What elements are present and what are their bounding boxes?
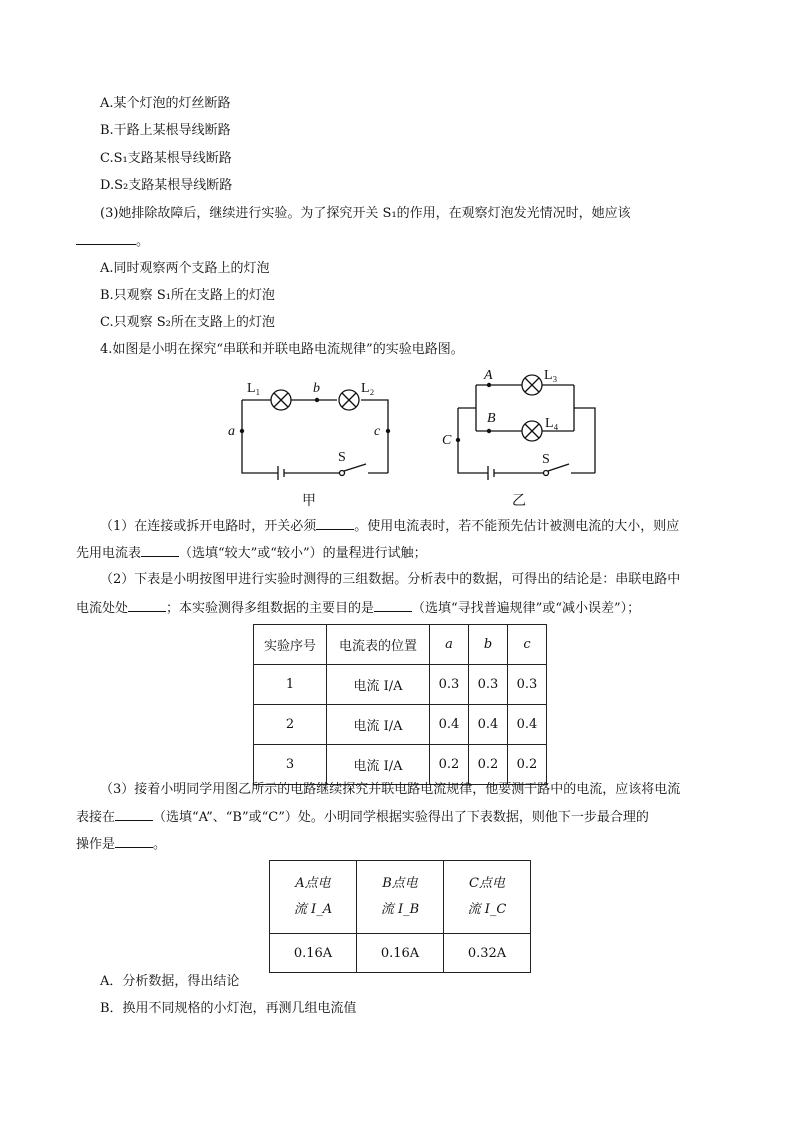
table-header: 实验序号 — [254, 625, 327, 665]
sub3-stem: (3)她排除故障后，继续进行实验。为了探究开关 S₁的作用，在观察灯泡发光情况时，她应该 — [100, 206, 631, 221]
sub3-option-a: A.同时观察两个支路上的灯泡 — [100, 261, 270, 276]
table-header-row — [270, 861, 531, 934]
table-header: C点电 流 I_C — [444, 861, 531, 934]
option-b-prev: B.干路上某根导线断路 — [100, 123, 231, 138]
q4-p2-line2: 电流处处 ；本实验测得多组数据的主要目的是 （选填“寻找普遍规律”或“减小误差”）； — [76, 601, 641, 616]
table-cell: 0.3 — [508, 665, 547, 705]
sub3-option-c: C.只观察 S₂所在支路上的灯泡 — [100, 315, 275, 330]
table-header: a — [430, 625, 469, 665]
blank-next-step[interactable] — [115, 835, 153, 848]
table-row — [254, 745, 547, 785]
table-cell: 0.16A — [270, 934, 357, 973]
caption-jia: 甲 — [302, 494, 316, 509]
table-cell: 0.3 — [430, 665, 469, 705]
q4-stem: 4.如图是小明在探究“串联和并联电路电流规律”的实验电路图。 — [100, 342, 464, 357]
table-row — [254, 665, 547, 705]
table-header: B点电 流 I_B — [357, 861, 444, 934]
label-a: a — [228, 424, 235, 439]
blank-current-equal[interactable] — [128, 599, 166, 612]
series-data-table — [253, 624, 547, 785]
option-c-prev: C.S₁支路某根导线断路 — [100, 151, 232, 166]
table-header: A点电 流 I_A — [270, 861, 357, 934]
q4-p1-line1: （1）在连接或拆开电路时，开关必须 。使用电流表时，若不能预先估计被测电流的大小，则应 — [100, 519, 680, 534]
table-cell: 0.2 — [508, 745, 547, 785]
label-S-left: S — [338, 450, 346, 465]
table-cell: 3 — [254, 745, 327, 785]
table-cell: 电流 I/A — [327, 705, 430, 745]
q4-p3-line3: 操作是 。 — [76, 837, 167, 852]
blank-switch[interactable] — [316, 517, 354, 530]
table-cell: 0.2 — [469, 745, 508, 785]
table-row — [254, 705, 547, 745]
parallel-data-table — [269, 860, 531, 973]
table-cell: 电流 I/A — [327, 665, 430, 705]
q4-p1-line2: 先用电流表 （选填“较大”或“较小”）的量程进行试触； — [76, 546, 427, 561]
table-cell: 0.2 — [430, 745, 469, 785]
label-L1: L₁ — [247, 381, 261, 396]
label-c: c — [374, 424, 381, 439]
q4-p3-line1: （3）接着小明同学用图乙所示的电路继续探究并联电路电流规律，他要测干路中的电流，应该将电流 — [100, 782, 681, 797]
table-header: 电流表的位置 — [327, 625, 430, 665]
table-cell: 0.3 — [469, 665, 508, 705]
q4-option-b: B．换用不同规格的小灯泡，再测几组电流值 — [100, 1001, 357, 1016]
label-C: C — [442, 433, 452, 448]
label-L2: L₂ — [361, 381, 375, 396]
blank-range[interactable] — [141, 544, 179, 557]
table-header: c — [508, 625, 547, 665]
table-cell: 0.32A — [444, 934, 531, 973]
sub3-blank-line — [76, 232, 149, 251]
table-header: b — [469, 625, 508, 665]
option-a-prev: A.某个灯泡的灯丝断路 — [100, 96, 231, 111]
table-cell: 2 — [254, 705, 327, 745]
q4-p2-line1: （2）下表是小明按图甲进行实验时测得的三组数据。分析表中的数据，可得出的结论是：串联电路中 — [100, 572, 681, 587]
table-row — [270, 934, 531, 973]
answer-blank[interactable] — [76, 232, 136, 245]
sub3-end: 。 — [136, 234, 150, 249]
blank-purpose[interactable] — [374, 599, 412, 612]
table-header-row — [254, 625, 547, 665]
table-cell: 0.4 — [430, 705, 469, 745]
table-cell: 1 — [254, 665, 327, 705]
blank-position[interactable] — [115, 808, 153, 821]
table-cell: 0.16A — [357, 934, 444, 973]
label-L4: L₄ — [545, 416, 559, 431]
q4-p3-line2: 表接在 （选填“A”、“B”或“C”）处。小明同学根据实验得出了下表数据，则他下一步最合理的 — [76, 810, 649, 825]
table-cell: 0.4 — [469, 705, 508, 745]
label-B: B — [487, 411, 496, 426]
table-cell: 电流 I/A — [327, 745, 430, 785]
circuit-figure — [220, 365, 620, 515]
label-b: b — [313, 381, 320, 396]
label-A: A — [484, 368, 493, 383]
label-S-right: S — [542, 452, 550, 467]
label-L3: L₃ — [544, 368, 558, 383]
option-d-prev: D.S₂支路某根导线断路 — [100, 178, 233, 193]
caption-yi: 乙 — [512, 494, 526, 509]
q4-option-a: A．分析数据，得出结论 — [100, 974, 240, 989]
table-cell: 0.4 — [508, 705, 547, 745]
sub3-option-b: B.只观察 S₁所在支路上的灯泡 — [100, 288, 275, 303]
